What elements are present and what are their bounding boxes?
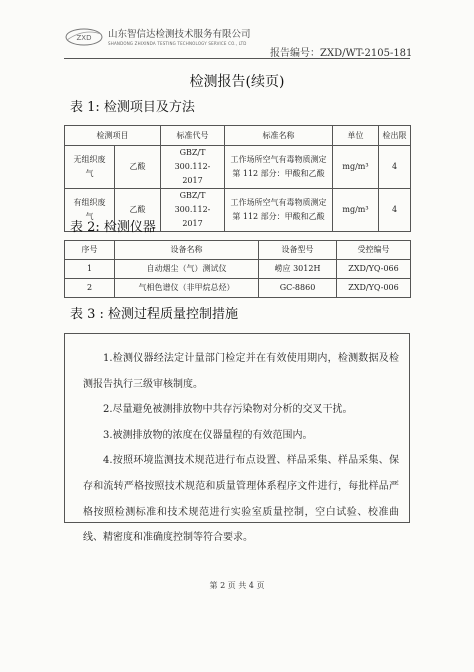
row-serial: 2 [65, 279, 115, 298]
row-item: 乙酸 [115, 189, 161, 232]
quality-item: 3.被测排放物的浓度在仪器量程的有效范围内。 [103, 429, 313, 441]
instruments-table [64, 240, 411, 298]
quality-control-title: 表 3 : 检测过程质量控制措施 [70, 307, 239, 322]
company-logo [64, 26, 104, 48]
row-unit: mg/m³ [333, 189, 379, 232]
row-category: 无组织废气 [65, 146, 115, 189]
row-standard-code: GBZ/T 300.112-2017 [161, 189, 225, 232]
row-item: 乙酸 [115, 146, 161, 189]
quality-item: 4.按照环境监测技术规范进行布点设置、样品采集、样品采集、保存和流转严格按照技术规范和质量管理体系程序文件进行，每批样品严格按照检测标准和技术规范进行实验室质量控制，空白试验、校准曲线、精密度和准确度控制等符合要求。 [83, 455, 399, 544]
row-control-id: ZXD/YQ-066 [337, 260, 411, 279]
header-device-name: 设备名称 [115, 241, 259, 260]
header-control-id: 受控编号 [337, 241, 411, 260]
row-limit: 4 [379, 189, 411, 232]
table1-header-row [65, 126, 411, 146]
row-serial: 1 [65, 260, 115, 279]
row-device-model: 崂应 3012H [259, 260, 337, 279]
logo-text: ZXD [76, 34, 92, 42]
header-standard-code: 标准代号 [161, 126, 225, 146]
row-device-name: 气相色谱仪（非甲烷总烃） [115, 279, 259, 298]
page-number: 第 2 页 共 4 页 [209, 581, 265, 590]
table-row [65, 146, 411, 189]
header-unit: 单位 [333, 126, 379, 146]
company-name-en: SHANDONG ZHIXINDA TESTING TECHNOLOGY SERVICE CO., LTD [108, 41, 247, 46]
document-title: 检测报告(续页) [189, 74, 285, 90]
row-standard-code: GBZ/T 300.112-2017 [161, 146, 225, 189]
report-number: 报告编号：ZXD/WT-2105-181 [270, 48, 413, 59]
row-control-id: ZXD/YQ-006 [337, 279, 411, 298]
quality-control-box [64, 333, 410, 544]
header-standard-name: 标准名称 [225, 126, 333, 146]
table1-title: 表 1: 检测项目及方法 [70, 100, 195, 115]
quality-item: 2.尽量避免被测排放物中共存污染物对分析的交叉干扰。 [103, 404, 353, 416]
table-row [65, 279, 411, 298]
row-limit: 4 [379, 146, 411, 189]
table2-header-row [65, 241, 411, 260]
header-divider [64, 58, 410, 59]
row-unit: mg/m³ [333, 146, 379, 189]
row-category: 有组织废气 [65, 189, 115, 232]
header-detection-limit: 检出限 [379, 126, 411, 146]
header-device-model: 设备型号 [259, 241, 337, 260]
row-standard-name: 工作场所空气有毒物质测定第 112 部分：甲酸和乙酸 [225, 189, 333, 232]
row-standard-name: 工作场所空气有毒物质测定第 112 部分：甲酸和乙酸 [225, 146, 333, 189]
header-test-item: 检测项目 [65, 126, 161, 146]
row-device-model: GC-8860 [259, 279, 337, 298]
row-device-name: 自动烟尘（气）测试仪 [115, 260, 259, 279]
table2-title: 表 2: 检测仪器 [70, 220, 156, 235]
quality-item: 1.检测仪器经法定计量部门检定并在有效使用期内，检测数据及检测报告执行三级审核制度。 [83, 353, 399, 390]
company-name-cn: 山东智信达检测技术服务有限公司 [108, 29, 251, 40]
table-row [65, 260, 411, 279]
header-serial: 序号 [65, 241, 115, 260]
